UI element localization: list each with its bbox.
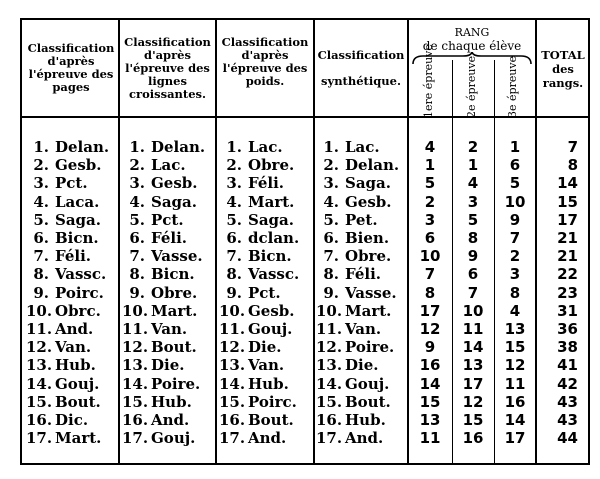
total-cell: 41 bbox=[557, 356, 578, 375]
rank-number: 6. bbox=[33, 229, 49, 247]
list-item bbox=[219, 229, 299, 247]
list-item bbox=[26, 247, 91, 265]
rank-number: 3. bbox=[323, 174, 339, 193]
student-name: Vassc. bbox=[55, 265, 107, 284]
list-item bbox=[316, 138, 380, 156]
student-name: Vassc. bbox=[248, 265, 300, 284]
list-item bbox=[316, 429, 383, 447]
rank-number: 2. bbox=[129, 156, 145, 175]
student-name: Pet. bbox=[345, 210, 378, 229]
total-cell: 21 bbox=[557, 229, 578, 247]
header-total: TOTAL des rangs. bbox=[541, 48, 585, 90]
rank-number: 14. bbox=[316, 374, 343, 393]
total-cell: 38 bbox=[557, 338, 578, 357]
rank-cell: 5 bbox=[467, 210, 479, 229]
student-name: Saga. bbox=[151, 192, 197, 211]
student-name: Féli. bbox=[248, 174, 284, 193]
rank-cell: 2 bbox=[509, 247, 521, 266]
list-item bbox=[316, 247, 391, 265]
list-item bbox=[219, 193, 294, 211]
column-divider bbox=[452, 60, 453, 463]
rank-number: 16. bbox=[26, 411, 53, 429]
ranking-table bbox=[20, 18, 590, 465]
list-item bbox=[26, 411, 88, 429]
list-item bbox=[316, 211, 378, 229]
student-name: Delan. bbox=[345, 156, 400, 175]
list-item bbox=[26, 338, 91, 356]
student-name: And. bbox=[345, 429, 384, 448]
list-item bbox=[316, 320, 381, 338]
student-name: Mart. bbox=[345, 301, 392, 320]
rank-cell: 16 bbox=[462, 429, 484, 448]
list-item bbox=[219, 211, 294, 229]
list-item bbox=[122, 375, 200, 393]
rank-number: 1. bbox=[129, 138, 145, 156]
rank-number: 13. bbox=[316, 356, 343, 375]
student-name: Die. bbox=[345, 356, 379, 375]
list-item bbox=[219, 393, 297, 411]
rank-number: 13. bbox=[122, 356, 149, 375]
rank-number: 15. bbox=[316, 392, 343, 411]
rank-number: 11. bbox=[316, 320, 343, 338]
rank-cell: 10 bbox=[504, 192, 526, 211]
student-name: Féli. bbox=[55, 247, 91, 266]
list-item bbox=[316, 356, 378, 374]
total-cell: 22 bbox=[557, 265, 578, 284]
student-name: Bicn. bbox=[248, 247, 292, 266]
rank-number: 7. bbox=[129, 247, 145, 266]
student-name: Lac. bbox=[345, 138, 380, 156]
student-name: Van. bbox=[345, 320, 382, 338]
list-item bbox=[219, 138, 283, 156]
student-name: Saga. bbox=[248, 210, 294, 229]
student-name: Mart. bbox=[248, 192, 295, 211]
student-name: Dic. bbox=[55, 411, 89, 429]
list-item bbox=[219, 247, 292, 265]
rank-number: 15. bbox=[122, 392, 149, 411]
rank-cell: 16 bbox=[419, 356, 441, 375]
list-item bbox=[219, 265, 299, 283]
student-name: Obre. bbox=[151, 283, 198, 302]
rank-cell: 6 bbox=[509, 156, 521, 175]
rank-number: 8. bbox=[129, 265, 145, 284]
rank-number: 14. bbox=[26, 374, 53, 393]
student-name: And. bbox=[55, 320, 94, 338]
student-name: Gouj. bbox=[345, 374, 390, 393]
list-item bbox=[26, 356, 96, 374]
total-cell: 23 bbox=[557, 283, 578, 302]
list-item bbox=[122, 356, 184, 374]
total-cell: 44 bbox=[557, 429, 578, 448]
student-name: Gesb. bbox=[55, 156, 102, 175]
list-item bbox=[26, 284, 104, 302]
student-name: Lac. bbox=[151, 156, 186, 175]
rank-cell: 3 bbox=[467, 192, 479, 211]
student-name: dclan. bbox=[248, 229, 300, 247]
rank-number: 5. bbox=[323, 210, 339, 229]
rank-number: 17. bbox=[219, 429, 246, 448]
list-item bbox=[122, 284, 197, 302]
rank-number: 16. bbox=[219, 411, 246, 429]
header-col3: Classification d'après l'épreuve des poids. bbox=[221, 35, 309, 88]
rank-number: 15. bbox=[26, 392, 53, 411]
rank-number: 8. bbox=[226, 265, 242, 284]
total-cell: 21 bbox=[557, 247, 578, 266]
list-item bbox=[122, 302, 197, 320]
rank-cell: 13 bbox=[462, 356, 484, 375]
rank-cell: 10 bbox=[419, 247, 441, 266]
rank-number: 1. bbox=[33, 138, 49, 156]
student-name: Gouj. bbox=[248, 320, 293, 338]
list-item bbox=[122, 265, 195, 283]
list-item bbox=[122, 193, 197, 211]
list-item bbox=[316, 265, 381, 283]
rank-cell: 1 bbox=[509, 138, 521, 156]
list-item bbox=[122, 393, 192, 411]
rank-number: 13. bbox=[26, 356, 53, 375]
student-name: Pct. bbox=[248, 283, 281, 302]
rank-number: 12. bbox=[26, 338, 53, 357]
list-item bbox=[26, 265, 106, 283]
rank-number: 4. bbox=[129, 192, 145, 211]
rank-number: 12. bbox=[316, 338, 343, 357]
column-divider bbox=[494, 60, 495, 463]
rank-cell: 6 bbox=[424, 229, 436, 247]
rank-number: 10. bbox=[219, 301, 246, 320]
rank-cell: 5 bbox=[509, 174, 521, 193]
student-name: Gouj. bbox=[55, 374, 100, 393]
rank-number: 16. bbox=[316, 411, 343, 429]
student-name: Bout. bbox=[151, 338, 197, 357]
list-item bbox=[316, 302, 391, 320]
rank-cell: 14 bbox=[419, 374, 441, 393]
header-col2: Classification d'après l'épreuve des lignes croissantes. bbox=[124, 35, 211, 101]
rank-number: 10. bbox=[122, 301, 149, 320]
rank-cell: 10 bbox=[462, 301, 484, 320]
student-name: Obrc. bbox=[55, 301, 101, 320]
student-name: Saga. bbox=[345, 174, 391, 193]
list-item bbox=[122, 338, 197, 356]
list-item bbox=[122, 138, 205, 156]
list-item bbox=[26, 429, 101, 447]
student-name: Pct. bbox=[151, 210, 184, 229]
list-item bbox=[122, 156, 186, 174]
rank-number: 1. bbox=[323, 138, 339, 156]
rank-cell: 3 bbox=[509, 265, 521, 284]
rank-cell: 9 bbox=[424, 338, 436, 357]
rank-number: 6. bbox=[323, 229, 339, 247]
rank-number: 10. bbox=[26, 301, 53, 320]
student-name: Hub. bbox=[248, 374, 289, 393]
header-rang-sub: de chaque élève bbox=[422, 39, 522, 53]
rank-number: 5. bbox=[33, 210, 49, 229]
student-name: Poire. bbox=[345, 338, 395, 357]
student-name: Bout. bbox=[345, 392, 391, 411]
rank-number: 4. bbox=[226, 192, 242, 211]
rank-cell: 1 bbox=[424, 156, 436, 175]
rank-number: 16. bbox=[122, 411, 149, 429]
student-name: Bicn. bbox=[55, 229, 99, 247]
rank-number: 2. bbox=[226, 156, 242, 175]
rank-cell: 17 bbox=[504, 429, 526, 448]
total-cell: 43 bbox=[557, 392, 578, 411]
list-item bbox=[219, 429, 286, 447]
total-cell: 42 bbox=[557, 374, 578, 393]
rank-number: 17. bbox=[26, 429, 53, 448]
student-name: Gouj. bbox=[151, 429, 196, 448]
student-name: Van. bbox=[248, 356, 285, 375]
student-name: Poirc. bbox=[248, 392, 297, 411]
list-item bbox=[316, 193, 392, 211]
total-cell: 36 bbox=[557, 320, 578, 338]
rank-number: 3. bbox=[129, 174, 145, 193]
header-col4: Classification synthétique. bbox=[317, 48, 405, 88]
student-name: And. bbox=[151, 411, 190, 429]
student-name: Bicn. bbox=[151, 265, 195, 284]
student-name: Hub. bbox=[345, 411, 386, 429]
header-epreuve-2: 2e épreuve bbox=[465, 55, 478, 118]
student-name: Die. bbox=[248, 338, 282, 357]
total-cell: 14 bbox=[557, 174, 578, 193]
rank-number: 7. bbox=[323, 247, 339, 266]
list-item bbox=[122, 411, 189, 429]
list-item bbox=[26, 156, 102, 174]
student-name: Féli. bbox=[151, 229, 187, 247]
rank-number: 4. bbox=[33, 192, 49, 211]
list-item bbox=[122, 229, 187, 247]
rank-number: 11. bbox=[122, 320, 149, 338]
student-name: Gesb. bbox=[151, 174, 198, 193]
rank-number: 9. bbox=[129, 283, 145, 302]
list-item bbox=[26, 302, 101, 320]
rank-number: 9. bbox=[226, 283, 242, 302]
rank-cell: 1 bbox=[467, 156, 479, 175]
rank-cell: 11 bbox=[462, 320, 484, 338]
rank-number: 5. bbox=[129, 210, 145, 229]
student-name: Saga. bbox=[55, 210, 101, 229]
rank-number: 10. bbox=[316, 301, 343, 320]
rank-number: 12. bbox=[122, 338, 149, 357]
list-item bbox=[122, 211, 184, 229]
student-name: Pct. bbox=[55, 174, 88, 193]
rank-number: 14. bbox=[122, 374, 149, 393]
rank-cell: 6 bbox=[467, 265, 479, 284]
student-name: Hub. bbox=[55, 356, 96, 375]
student-name: Obre. bbox=[345, 247, 392, 266]
rank-cell: 3 bbox=[424, 210, 436, 229]
student-name: Bout. bbox=[55, 392, 101, 411]
rank-number: 2. bbox=[323, 156, 339, 175]
list-item bbox=[316, 375, 389, 393]
rank-number: 3. bbox=[33, 174, 49, 193]
rank-number: 17. bbox=[122, 429, 149, 448]
student-name: Hub. bbox=[151, 392, 192, 411]
list-item bbox=[219, 174, 284, 192]
list-item bbox=[26, 229, 99, 247]
header-epreuve-1: 1ere épreuve bbox=[422, 44, 435, 118]
list-item bbox=[26, 174, 88, 192]
list-item bbox=[122, 247, 203, 265]
rank-cell: 7 bbox=[467, 283, 479, 302]
list-item bbox=[26, 393, 101, 411]
list-item bbox=[122, 174, 198, 192]
student-name: Mart. bbox=[151, 301, 198, 320]
rank-cell: 2 bbox=[467, 138, 479, 156]
rank-number: 13. bbox=[219, 356, 246, 375]
rank-cell: 4 bbox=[467, 174, 479, 193]
rank-cell: 17 bbox=[419, 301, 441, 320]
list-item bbox=[219, 338, 281, 356]
rank-number: 7. bbox=[226, 247, 242, 266]
rank-number: 5. bbox=[226, 210, 242, 229]
rank-number: 8. bbox=[33, 265, 49, 284]
total-cell: 43 bbox=[557, 411, 578, 429]
rank-number: 2. bbox=[33, 156, 49, 175]
list-item bbox=[26, 193, 99, 211]
student-name: Vasse. bbox=[151, 247, 203, 266]
rank-number: 9. bbox=[323, 283, 339, 302]
list-item bbox=[316, 393, 391, 411]
header-epreuve-3: 3e épreuve bbox=[506, 55, 519, 118]
list-item bbox=[316, 156, 399, 174]
rank-cell: 15 bbox=[504, 338, 526, 357]
list-item bbox=[219, 302, 295, 320]
student-name: Bout. bbox=[248, 411, 294, 429]
rank-number: 17. bbox=[316, 429, 343, 448]
list-item bbox=[316, 229, 389, 247]
list-item bbox=[219, 356, 284, 374]
rank-number: 9. bbox=[33, 283, 49, 302]
rank-number: 6. bbox=[129, 229, 145, 247]
rank-cell: 11 bbox=[419, 429, 441, 448]
rank-number: 11. bbox=[219, 320, 246, 338]
rank-cell: 13 bbox=[504, 320, 526, 338]
rank-number: 1. bbox=[226, 138, 242, 156]
list-item bbox=[219, 375, 289, 393]
student-name: Poire. bbox=[151, 374, 201, 393]
rank-number: 8. bbox=[323, 265, 339, 284]
rank-cell: 11 bbox=[504, 374, 526, 393]
total-cell: 31 bbox=[557, 301, 578, 320]
total-cell: 15 bbox=[557, 192, 578, 211]
list-item bbox=[26, 211, 101, 229]
rank-cell: 8 bbox=[509, 283, 521, 302]
total-cell: 7 bbox=[567, 138, 578, 156]
rank-cell: 13 bbox=[419, 411, 441, 429]
rank-number: 15. bbox=[219, 392, 246, 411]
student-name: Gesb. bbox=[345, 192, 392, 211]
rank-cell: 14 bbox=[504, 411, 526, 429]
rank-number: 7. bbox=[33, 247, 49, 266]
rank-number: 6. bbox=[226, 229, 242, 247]
list-item bbox=[26, 375, 99, 393]
list-item bbox=[122, 429, 195, 447]
rank-cell: 15 bbox=[419, 392, 441, 411]
list-item bbox=[219, 156, 294, 174]
list-item bbox=[219, 411, 294, 429]
student-name: Bien. bbox=[345, 229, 390, 247]
total-cell: 17 bbox=[557, 210, 578, 229]
list-item bbox=[219, 320, 292, 338]
rank-number: 3. bbox=[226, 174, 242, 193]
rank-cell: 8 bbox=[424, 283, 436, 302]
student-name: Vasse. bbox=[345, 283, 397, 302]
rank-cell: 4 bbox=[509, 301, 521, 320]
student-name: Obre. bbox=[248, 156, 295, 175]
student-name: Lac. bbox=[248, 138, 283, 156]
rank-cell: 16 bbox=[504, 392, 526, 411]
rank-number: 4. bbox=[323, 192, 339, 211]
list-item bbox=[122, 320, 187, 338]
rank-cell: 12 bbox=[462, 392, 484, 411]
list-item bbox=[316, 338, 394, 356]
rank-cell: 2 bbox=[424, 192, 436, 211]
student-name: Féli. bbox=[345, 265, 381, 284]
list-item bbox=[26, 320, 93, 338]
rank-cell: 14 bbox=[462, 338, 484, 357]
rank-cell: 15 bbox=[462, 411, 484, 429]
student-name: And. bbox=[248, 429, 287, 448]
student-name: Van. bbox=[151, 320, 188, 338]
rank-number: 14. bbox=[219, 374, 246, 393]
list-item bbox=[219, 284, 281, 302]
total-cell: 8 bbox=[567, 156, 578, 175]
list-item bbox=[316, 411, 386, 429]
rank-number: 12. bbox=[219, 338, 246, 357]
rank-cell: 9 bbox=[467, 247, 479, 266]
list-item bbox=[316, 174, 391, 192]
rank-cell: 12 bbox=[504, 356, 526, 375]
list-item bbox=[316, 284, 397, 302]
student-name: Delan. bbox=[55, 138, 110, 156]
student-name: Delan. bbox=[151, 138, 206, 156]
rank-cell: 5 bbox=[424, 174, 436, 193]
rank-cell: 12 bbox=[419, 320, 441, 338]
column-divider bbox=[407, 20, 409, 463]
rank-cell: 8 bbox=[467, 229, 479, 247]
student-name: Poirc. bbox=[55, 283, 104, 302]
student-name: Mart. bbox=[55, 429, 102, 448]
rank-cell: 7 bbox=[424, 265, 436, 284]
rank-cell: 9 bbox=[509, 210, 521, 229]
rank-cell: 17 bbox=[462, 374, 484, 393]
header-rang: RANG bbox=[454, 26, 490, 39]
student-name: Gesb. bbox=[248, 301, 295, 320]
header-col1: Classification d'après l'épreuve des pages bbox=[27, 41, 115, 94]
student-name: Laca. bbox=[55, 192, 100, 211]
list-item bbox=[26, 138, 109, 156]
student-name: Van. bbox=[55, 338, 92, 357]
rank-number: 11. bbox=[26, 320, 53, 338]
header-divider bbox=[22, 116, 588, 118]
student-name: Die. bbox=[151, 356, 185, 375]
rank-cell: 7 bbox=[509, 229, 521, 247]
rank-cell: 4 bbox=[424, 138, 436, 156]
